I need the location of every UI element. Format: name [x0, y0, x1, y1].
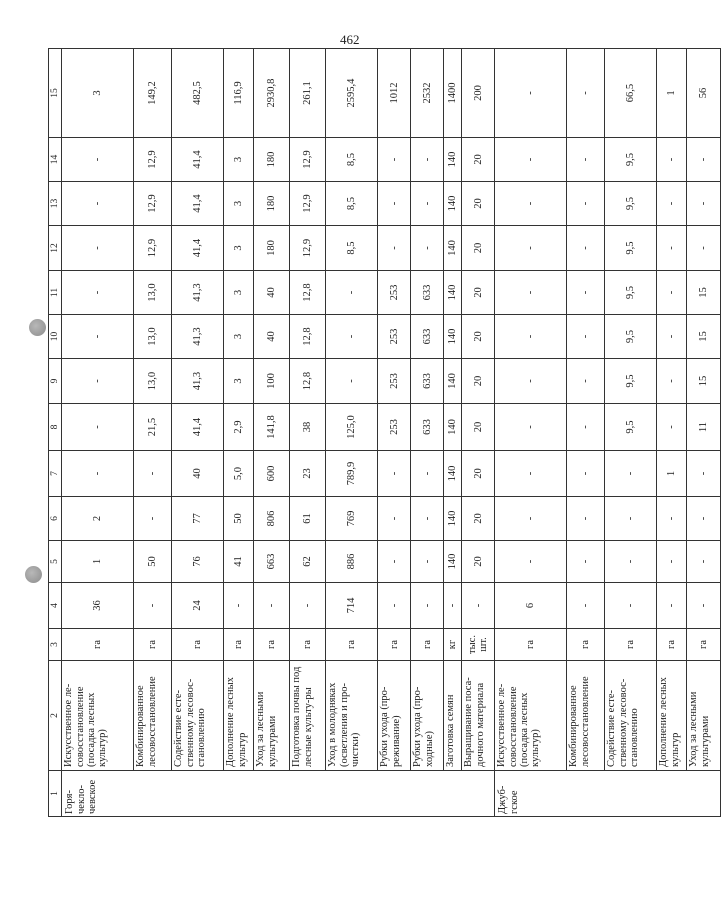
- table-row: [254, 49, 290, 817]
- value-cell: 1012: [378, 49, 411, 138]
- column-number-cell: 5: [49, 541, 62, 583]
- value-cell: -: [495, 226, 567, 271]
- unit-cell: га: [567, 629, 605, 661]
- value-cell: 41,3: [172, 359, 224, 404]
- unit-cell: га: [495, 629, 567, 661]
- value-cell: 13,0: [134, 315, 172, 359]
- value-cell: -: [657, 182, 687, 226]
- value-cell: -: [657, 315, 687, 359]
- table-row: [567, 49, 605, 817]
- value-cell: -: [567, 226, 605, 271]
- value-cell: -: [378, 583, 411, 629]
- value-cell: -: [567, 583, 605, 629]
- table-row: [411, 49, 444, 817]
- value-cell: -: [62, 226, 134, 271]
- value-cell: 12,9: [134, 138, 172, 182]
- value-cell: 12,9: [134, 182, 172, 226]
- value-cell: -: [495, 182, 567, 226]
- value-cell: -: [567, 541, 605, 583]
- value-cell: 6: [495, 583, 567, 629]
- table-row: [462, 49, 495, 817]
- value-cell: -: [411, 451, 444, 497]
- value-cell: -: [326, 271, 378, 315]
- value-cell: 76: [172, 541, 224, 583]
- value-cell: -: [411, 541, 444, 583]
- forestry-district-cell: Джуб-гское: [495, 771, 721, 817]
- unit-cell: га: [134, 629, 172, 661]
- value-cell: -: [290, 583, 326, 629]
- value-cell: -: [495, 49, 567, 138]
- table-row: [62, 49, 134, 817]
- value-cell: 140: [444, 359, 462, 404]
- punch-hole: [25, 566, 42, 583]
- value-cell: 140: [444, 404, 462, 451]
- column-number-cell: 14: [49, 138, 62, 182]
- value-cell: -: [411, 226, 444, 271]
- value-cell: 13,0: [134, 359, 172, 404]
- value-cell: 140: [444, 182, 462, 226]
- value-cell: -: [657, 271, 687, 315]
- value-cell: -: [567, 138, 605, 182]
- value-cell: 116,9: [224, 49, 254, 138]
- value-cell: 41,4: [172, 226, 224, 271]
- value-cell: 253: [378, 271, 411, 315]
- value-cell: -: [657, 497, 687, 541]
- activity-cell: Искусственное ле-совосстановление (посадка лесных культур): [495, 661, 567, 771]
- value-cell: 253: [378, 359, 411, 404]
- value-cell: -: [378, 541, 411, 583]
- value-cell: 180: [254, 182, 290, 226]
- value-cell: 140: [444, 497, 462, 541]
- value-cell: -: [411, 138, 444, 182]
- activity-cell: Рубки ухода (про-реживание): [378, 661, 411, 771]
- value-cell: 200: [462, 49, 495, 138]
- value-cell: 633: [411, 404, 444, 451]
- value-cell: -: [567, 359, 605, 404]
- value-cell: -: [657, 226, 687, 271]
- value-cell: -: [567, 182, 605, 226]
- value-cell: 140: [444, 138, 462, 182]
- value-cell: 2532: [411, 49, 444, 138]
- value-cell: 12,8: [290, 359, 326, 404]
- value-cell: -: [62, 451, 134, 497]
- value-cell: -: [224, 583, 254, 629]
- value-cell: -: [411, 497, 444, 541]
- value-cell: 261,1: [290, 49, 326, 138]
- value-cell: -: [495, 138, 567, 182]
- unit-cell: га: [378, 629, 411, 661]
- value-cell: 140: [444, 271, 462, 315]
- value-cell: 41,4: [172, 182, 224, 226]
- value-cell: 50: [224, 497, 254, 541]
- value-cell: 41,3: [172, 271, 224, 315]
- value-cell: -: [605, 497, 657, 541]
- table-row: [444, 49, 462, 817]
- value-cell: 482,5: [172, 49, 224, 138]
- value-cell: 9,5: [605, 182, 657, 226]
- activity-cell: Содействие есте-ственному лесовос-становлению: [605, 661, 657, 771]
- value-cell: -: [411, 583, 444, 629]
- value-cell: 2,9: [224, 404, 254, 451]
- value-cell: -: [134, 451, 172, 497]
- value-cell: -: [657, 404, 687, 451]
- activity-cell: Заготовка семян: [444, 661, 462, 771]
- value-cell: 789,9: [326, 451, 378, 497]
- value-cell: 140: [444, 451, 462, 497]
- value-cell: -: [62, 271, 134, 315]
- value-cell: 769: [326, 497, 378, 541]
- value-cell: 714: [326, 583, 378, 629]
- value-cell: 149,2: [134, 49, 172, 138]
- value-cell: 20: [462, 541, 495, 583]
- table-row: [605, 49, 657, 817]
- column-number-cell: 11: [49, 271, 62, 315]
- value-cell: 600: [254, 451, 290, 497]
- value-cell: 2595,4: [326, 49, 378, 138]
- activity-cell: Дополнение лесных культур: [657, 661, 687, 771]
- value-cell: -: [62, 138, 134, 182]
- value-cell: 9,5: [605, 271, 657, 315]
- value-cell: 1: [657, 49, 687, 138]
- value-cell: 9,5: [605, 359, 657, 404]
- value-cell: -: [605, 451, 657, 497]
- value-cell: -: [495, 451, 567, 497]
- value-cell: -: [687, 182, 721, 226]
- value-cell: 50: [134, 541, 172, 583]
- activity-cell: Искусственное ле-совосстановление (посадка лесных культур): [62, 661, 134, 771]
- value-cell: 140: [444, 226, 462, 271]
- activity-cell: Комбинированное лесовосстановление: [134, 661, 172, 771]
- value-cell: -: [378, 497, 411, 541]
- unit-cell: га: [224, 629, 254, 661]
- value-cell: 180: [254, 226, 290, 271]
- value-cell: -: [687, 226, 721, 271]
- value-cell: -: [495, 541, 567, 583]
- column-number-cell: 3: [49, 629, 62, 661]
- value-cell: 20: [462, 138, 495, 182]
- value-cell: -: [378, 226, 411, 271]
- value-cell: -: [326, 359, 378, 404]
- value-cell: -: [687, 541, 721, 583]
- value-cell: -: [62, 404, 134, 451]
- value-cell: -: [687, 138, 721, 182]
- value-cell: 15: [687, 271, 721, 315]
- value-cell: -: [687, 497, 721, 541]
- value-cell: -: [687, 451, 721, 497]
- value-cell: -: [567, 451, 605, 497]
- column-number-cell: 7: [49, 451, 62, 497]
- value-cell: -: [378, 138, 411, 182]
- value-cell: 40: [254, 315, 290, 359]
- table-row: [495, 49, 567, 817]
- value-cell: -: [657, 359, 687, 404]
- value-cell: 20: [462, 359, 495, 404]
- value-cell: 41: [224, 541, 254, 583]
- value-cell: 806: [254, 497, 290, 541]
- value-cell: -: [62, 315, 134, 359]
- value-cell: 66,5: [605, 49, 657, 138]
- punch-hole: [29, 319, 46, 336]
- unit-cell: га: [290, 629, 326, 661]
- value-cell: 15: [687, 315, 721, 359]
- value-cell: -: [567, 271, 605, 315]
- table-row: [657, 49, 687, 817]
- unit-cell: кг: [444, 629, 462, 661]
- value-cell: 141,8: [254, 404, 290, 451]
- value-cell: -: [254, 583, 290, 629]
- value-cell: 36: [62, 583, 134, 629]
- value-cell: 5,0: [224, 451, 254, 497]
- value-cell: -: [495, 497, 567, 541]
- value-cell: 633: [411, 315, 444, 359]
- value-cell: -: [411, 182, 444, 226]
- value-cell: 20: [462, 182, 495, 226]
- unit-cell: га: [254, 629, 290, 661]
- value-cell: 3: [224, 226, 254, 271]
- value-cell: 20: [462, 404, 495, 451]
- value-cell: 1: [657, 451, 687, 497]
- value-cell: 62: [290, 541, 326, 583]
- value-cell: -: [605, 541, 657, 583]
- activity-cell: Уход за лесными культурами: [254, 661, 290, 771]
- value-cell: 8,5: [326, 138, 378, 182]
- value-cell: -: [495, 271, 567, 315]
- value-cell: 40: [254, 271, 290, 315]
- column-number-cell: 13: [49, 182, 62, 226]
- activity-cell: Подготовка почвы под лесные культу-ры: [290, 661, 326, 771]
- value-cell: -: [134, 497, 172, 541]
- value-cell: 886: [326, 541, 378, 583]
- value-cell: 2: [62, 497, 134, 541]
- column-number-cell: 1: [49, 771, 62, 817]
- value-cell: 12,9: [290, 226, 326, 271]
- value-cell: 633: [411, 359, 444, 404]
- value-cell: 12,9: [290, 182, 326, 226]
- value-cell: 41,4: [172, 138, 224, 182]
- value-cell: -: [444, 583, 462, 629]
- value-cell: -: [378, 451, 411, 497]
- column-number-cell: 2: [49, 661, 62, 771]
- table-row: [378, 49, 411, 817]
- value-cell: 38: [290, 404, 326, 451]
- activity-cell: Уход за лесными культурами: [687, 661, 721, 771]
- value-cell: 15: [687, 359, 721, 404]
- value-cell: 13,0: [134, 271, 172, 315]
- page-number: 462: [340, 32, 360, 47]
- value-cell: 8,5: [326, 182, 378, 226]
- value-cell: 20: [462, 226, 495, 271]
- table-row: [224, 49, 254, 817]
- value-cell: 125,0: [326, 404, 378, 451]
- value-cell: -: [378, 182, 411, 226]
- unit-cell: га: [172, 629, 224, 661]
- table-row: [290, 49, 326, 817]
- value-cell: -: [495, 359, 567, 404]
- value-cell: 24: [172, 583, 224, 629]
- activity-cell: Дополнение лесных культур: [224, 661, 254, 771]
- rotated-table-container: [48, 49, 711, 817]
- value-cell: -: [567, 404, 605, 451]
- value-cell: 633: [411, 271, 444, 315]
- value-cell: -: [62, 359, 134, 404]
- column-number-cell: 8: [49, 404, 62, 451]
- value-cell: 56: [687, 49, 721, 138]
- value-cell: 3: [224, 315, 254, 359]
- value-cell: -: [462, 583, 495, 629]
- activity-cell: Комбинированное лесовосстановление: [567, 661, 605, 771]
- value-cell: -: [567, 49, 605, 138]
- table-row: [134, 49, 172, 817]
- value-cell: -: [567, 315, 605, 359]
- value-cell: -: [62, 182, 134, 226]
- unit-cell: га: [605, 629, 657, 661]
- forestry-district-cell: Горя-чекло-чевское: [62, 771, 495, 817]
- value-cell: 140: [444, 541, 462, 583]
- value-cell: 3: [224, 359, 254, 404]
- value-cell: 77: [172, 497, 224, 541]
- unit-cell: га: [657, 629, 687, 661]
- table-row: [687, 49, 721, 817]
- value-cell: 20: [462, 451, 495, 497]
- value-cell: 12,9: [290, 138, 326, 182]
- value-cell: 9,5: [605, 138, 657, 182]
- value-cell: 20: [462, 271, 495, 315]
- column-number-cell: 12: [49, 226, 62, 271]
- value-cell: 9,5: [605, 226, 657, 271]
- unit-cell: га: [411, 629, 444, 661]
- value-cell: 1: [62, 541, 134, 583]
- value-cell: -: [134, 583, 172, 629]
- value-cell: 3: [224, 138, 254, 182]
- value-cell: -: [495, 315, 567, 359]
- value-cell: -: [326, 315, 378, 359]
- value-cell: 9,5: [605, 404, 657, 451]
- value-cell: 41,4: [172, 404, 224, 451]
- column-number-cell: 10: [49, 315, 62, 359]
- value-cell: 20: [462, 315, 495, 359]
- value-cell: -: [657, 583, 687, 629]
- forestry-activities-table: [48, 48, 721, 817]
- column-number-cell: 4: [49, 583, 62, 629]
- value-cell: 253: [378, 404, 411, 451]
- value-cell: 2930,8: [254, 49, 290, 138]
- table-row: [326, 49, 378, 817]
- value-cell: 21,5: [134, 404, 172, 451]
- value-cell: 12,8: [290, 315, 326, 359]
- table-body: [49, 49, 721, 817]
- value-cell: 3: [62, 49, 134, 138]
- value-cell: 11: [687, 404, 721, 451]
- unit-cell: га: [687, 629, 721, 661]
- unit-cell: га: [326, 629, 378, 661]
- activity-cell: Выращивание поса-дочного материала: [462, 661, 495, 771]
- value-cell: 3: [224, 182, 254, 226]
- unit-cell: тыс. шт.: [462, 629, 495, 661]
- value-cell: 40: [172, 451, 224, 497]
- activity-cell: Рубки ухода (про-ходные): [411, 661, 444, 771]
- value-cell: 1400: [444, 49, 462, 138]
- activity-cell: Содействие есте-ственному лесовос-становлению: [172, 661, 224, 771]
- value-cell: 663: [254, 541, 290, 583]
- value-cell: 8,5: [326, 226, 378, 271]
- unit-cell: га: [62, 629, 134, 661]
- value-cell: 253: [378, 315, 411, 359]
- value-cell: 23: [290, 451, 326, 497]
- value-cell: 20: [462, 497, 495, 541]
- value-cell: -: [495, 404, 567, 451]
- value-cell: 140: [444, 315, 462, 359]
- value-cell: 3: [224, 271, 254, 315]
- column-number-row: [49, 49, 62, 817]
- column-number-cell: 15: [49, 49, 62, 138]
- value-cell: 41,3: [172, 315, 224, 359]
- value-cell: 12,9: [134, 226, 172, 271]
- value-cell: -: [687, 583, 721, 629]
- value-cell: -: [567, 497, 605, 541]
- value-cell: 9,5: [605, 315, 657, 359]
- value-cell: 180: [254, 138, 290, 182]
- activity-cell: Уход в молодняках (осветления и про-чистки): [326, 661, 378, 771]
- value-cell: -: [657, 138, 687, 182]
- column-number-cell: 9: [49, 359, 62, 404]
- value-cell: -: [657, 541, 687, 583]
- column-number-cell: 6: [49, 497, 62, 541]
- value-cell: 100: [254, 359, 290, 404]
- value-cell: -: [605, 583, 657, 629]
- value-cell: 61: [290, 497, 326, 541]
- table-row: [172, 49, 224, 817]
- value-cell: 12,8: [290, 271, 326, 315]
